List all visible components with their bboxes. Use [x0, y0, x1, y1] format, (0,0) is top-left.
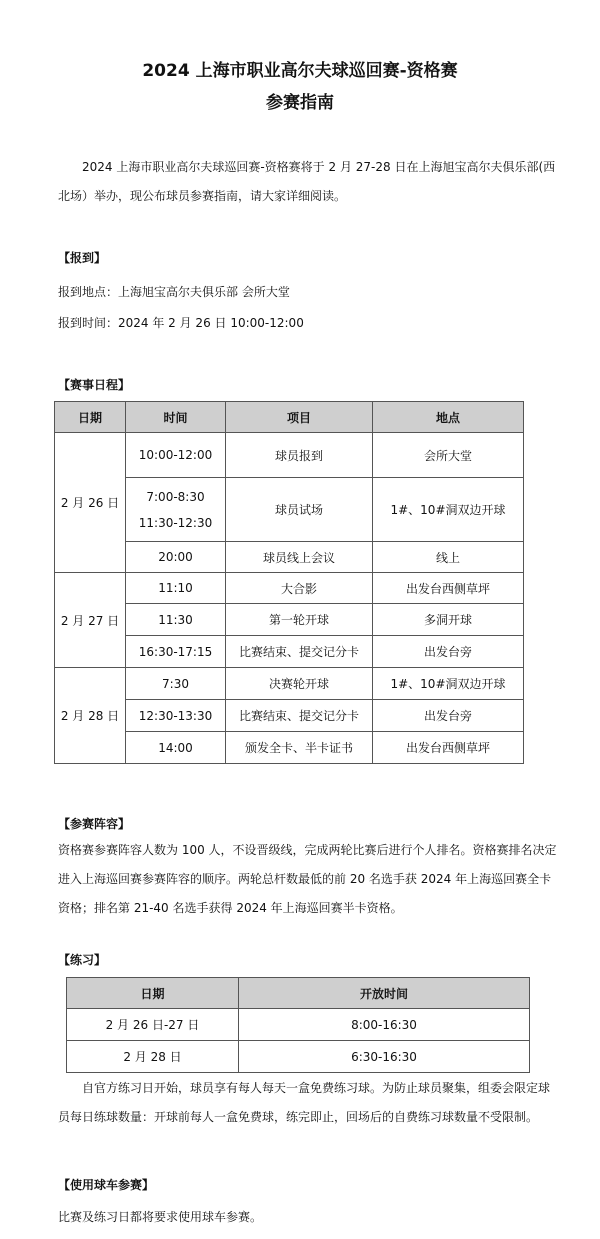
- cart-heading: 【使用球车参赛】: [58, 1178, 155, 1192]
- date-cell: 2 月 26 日: [55, 433, 126, 573]
- place-cell: 会所大堂: [373, 433, 524, 478]
- item-cell: 球员线上会议: [226, 542, 373, 573]
- item-cell: 球员试场: [226, 478, 373, 542]
- table-row: [67, 1009, 530, 1041]
- schedule-header-row: [55, 402, 524, 433]
- time-cell: 11:10: [126, 573, 226, 604]
- time-cell: [126, 478, 226, 542]
- time-cell: 12:30-13:30: [126, 700, 226, 732]
- intro-paragraph: 2024 上海市职业高尔夫球巡回赛-资格赛将于 2 月 27-28 日在上海旭宝高尔夫俱乐部(西北场）举办，现公布球员参赛指南，请大家详细阅读。: [58, 160, 556, 203]
- place-cell: 多洞开球: [373, 604, 524, 636]
- time-line: 11:30-12:30: [138, 515, 213, 530]
- time-cell: 14:00: [126, 732, 226, 764]
- table-row: [55, 478, 524, 542]
- hours-cell: 8:00-16:30: [239, 1009, 530, 1041]
- header-item: 项目: [226, 402, 373, 433]
- header-place: 地点: [373, 402, 524, 433]
- place-cell: 1#、10#洞双边开球: [373, 478, 524, 542]
- document-title: 2024 上海市职业高尔夫球巡回赛-资格赛: [142, 61, 458, 81]
- time-cell: 7:30: [126, 668, 226, 700]
- schedule-heading: 【赛事日程】: [58, 378, 131, 392]
- table-row: [55, 700, 524, 732]
- hours-cell: 6:30-16:30: [239, 1041, 530, 1073]
- practice-paragraph: 自官方练习日开始，球员享有每人每天一盒免费练习球。为防止球员聚集，组委会限定球员每日练球数量：开球前每人一盒免费球，练完即止，回场后的自费练习球数量不受限制。: [58, 1081, 551, 1124]
- item-cell: 比赛结束、提交记分卡: [226, 700, 373, 732]
- practice-table: [66, 977, 530, 1073]
- table-row: [55, 668, 524, 700]
- place-cell: 出发台旁: [373, 636, 524, 668]
- table-row: [55, 542, 524, 573]
- time-cell: 11:30: [126, 604, 226, 636]
- place-cell: 1#、10#洞双边开球: [373, 668, 524, 700]
- time-cell: 20:00: [126, 542, 226, 573]
- item-cell: 大合影: [226, 573, 373, 604]
- table-row: [55, 433, 524, 478]
- lineup-paragraph: 资格赛参赛阵容人数为 100 人，不设晋级线，完成两轮比赛后进行个人排名。资格赛排名决定进入上海巡回赛参赛阵容的顺序。两轮总杆数最低的前 20 名选手获 2024 年上海巡回赛全卡资格；排名第 21-40 名选手获得 2024 年上海巡回赛半卡资格。: [58, 843, 557, 915]
- place-cell: 出发台西侧草坪: [373, 732, 524, 764]
- item-cell: 决赛轮开球: [226, 668, 373, 700]
- time-line: 7:00-8:30: [146, 489, 205, 504]
- checkin-location: 报到地点：上海旭宝高尔夫俱乐部 会所大堂: [58, 285, 290, 299]
- checkin-heading: 【报到】: [58, 251, 107, 265]
- date-cell: 2 月 28 日: [55, 668, 126, 764]
- header-date: 日期: [55, 402, 126, 433]
- practice-heading: 【练习】: [58, 953, 107, 967]
- header-date: 日期: [67, 978, 239, 1009]
- cart-text: 比赛及练习日都将要求使用球车参赛。: [58, 1210, 263, 1224]
- lineup-heading: 【参赛阵容】: [58, 817, 131, 831]
- item-cell: 第一轮开球: [226, 604, 373, 636]
- place-cell: 出发台旁: [373, 700, 524, 732]
- practice-header-row: [67, 978, 530, 1009]
- time-cell: 10:00-12:00: [126, 433, 226, 478]
- header-hours: 开放时间: [239, 978, 530, 1009]
- place-cell: 出发台西侧草坪: [373, 573, 524, 604]
- place-cell: 线上: [373, 542, 524, 573]
- time-cell: 16:30-17:15: [126, 636, 226, 668]
- item-cell: 颁发全卡、半卡证书: [226, 732, 373, 764]
- date-cell: 2 月 28 日: [67, 1041, 239, 1073]
- date-cell: 2 月 26 日-27 日: [67, 1009, 239, 1041]
- date-cell: 2 月 27 日: [55, 573, 126, 668]
- schedule-table: [54, 401, 524, 764]
- table-row: [67, 1041, 530, 1073]
- item-cell: 球员报到: [226, 433, 373, 478]
- item-cell: 比赛结束、提交记分卡: [226, 636, 373, 668]
- table-row: [55, 573, 524, 604]
- checkin-time: 报到时间：2024 年 2 月 26 日 10:00-12:00: [58, 316, 304, 330]
- header-time: 时间: [126, 402, 226, 433]
- table-row: [55, 636, 524, 668]
- document-subtitle: 参赛指南: [266, 93, 334, 113]
- table-row: [55, 732, 524, 764]
- table-row: [55, 604, 524, 636]
